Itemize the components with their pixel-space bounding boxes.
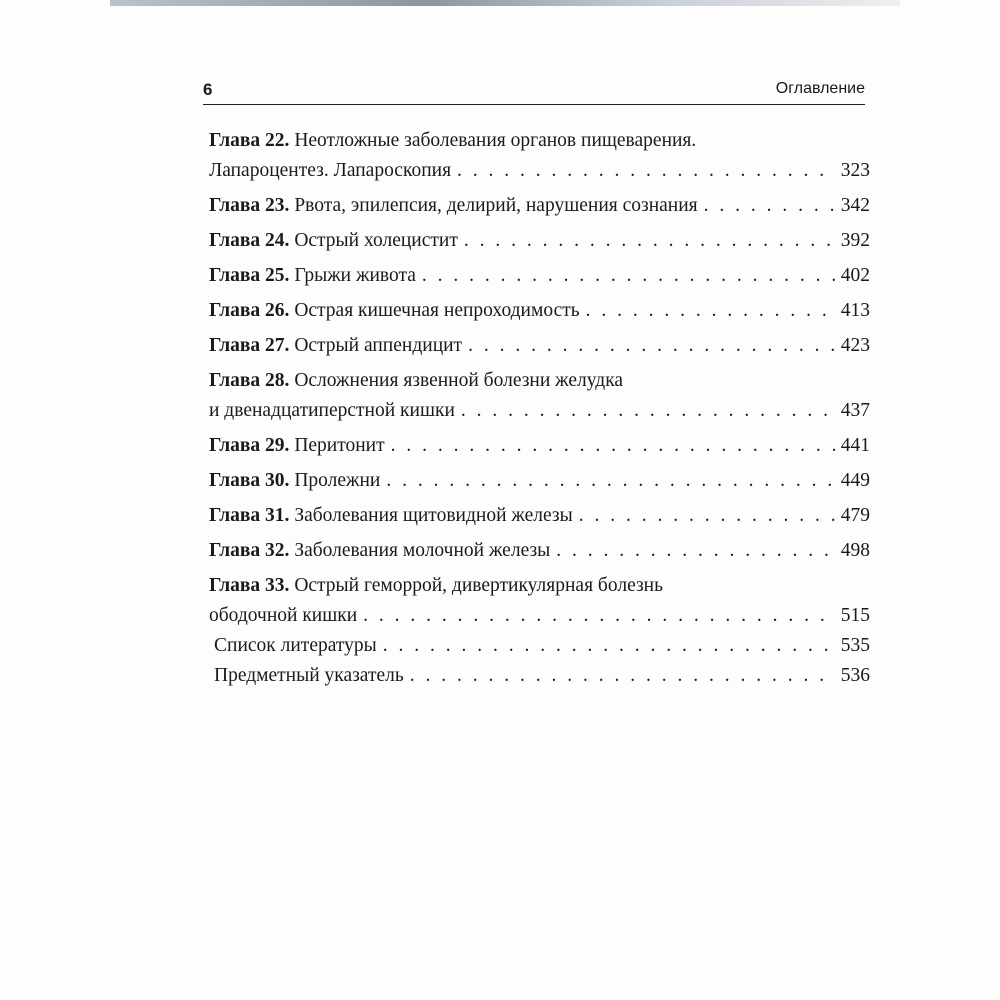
toc-entry-27: [209, 331, 870, 361]
leader-dots: [704, 191, 835, 221]
toc-title: Неотложные заболевания органов пищеварения.: [294, 130, 697, 151]
leader-dots: [457, 156, 835, 186]
toc-page-number: 441: [840, 435, 870, 456]
toc-title: Предметный указатель: [214, 665, 404, 686]
toc-page-number: 536: [840, 665, 870, 686]
leader-dots: [461, 396, 835, 426]
toc-title: Перитонит: [294, 435, 385, 456]
leader-dots: [422, 261, 835, 291]
toc-chapter-label: Глава 32.: [209, 540, 290, 561]
leader-dots: [410, 661, 835, 691]
toc-entry-33: [209, 571, 870, 631]
toc-entry-30: [209, 466, 870, 496]
toc-title: Пролежни: [294, 470, 381, 491]
toc-entry-26: [209, 296, 870, 326]
toc-entry-25: [209, 261, 870, 291]
toc-page-number: 535: [840, 635, 870, 656]
toc-chapter-label: Глава 33.: [209, 575, 290, 596]
toc-entry-23: [209, 191, 870, 221]
toc-chapter-label: Глава 25.: [209, 265, 290, 286]
leader-dots: [391, 431, 835, 461]
toc-title: Осложнения язвенной болезни желудка: [294, 370, 624, 391]
toc-chapter-label: Глава 29.: [209, 435, 290, 456]
toc-chapter-label: Глава 24.: [209, 230, 290, 251]
toc-chapter-label: Глава 23.: [209, 195, 290, 216]
toc-chapter-label: Глава 22.: [209, 130, 290, 151]
header-rule: [203, 104, 865, 105]
toc-title: Острый аппендицит: [294, 335, 463, 356]
page-number: 6: [203, 80, 213, 99]
leader-dots: [586, 296, 835, 326]
toc-page-number: 402: [840, 265, 870, 286]
toc-entry-29: [209, 431, 870, 461]
toc-chapter-label: Глава 27.: [209, 335, 290, 356]
toc-title: Грыжи живота: [294, 265, 416, 286]
toc-title-continued: и двенадцатиперстной кишки: [209, 400, 455, 421]
toc-entry-28: [209, 366, 870, 426]
toc-page-number: 449: [840, 470, 870, 491]
leader-dots: [468, 331, 835, 361]
leader-dots: [386, 466, 834, 496]
toc-page-number: 479: [840, 505, 870, 526]
toc-title: Острый холецистит: [294, 230, 458, 251]
toc-title: Заболевания щитовидной железы: [294, 505, 573, 526]
toc-chapter-label: Глава 30.: [209, 470, 290, 491]
table-of-contents: [209, 126, 870, 691]
toc-title: Рвота, эпилепсия, делирий, нарушения сознания: [294, 195, 698, 216]
toc-entry-32: [209, 536, 870, 566]
toc-entry-bibliography: [209, 631, 870, 661]
leader-dots: [363, 601, 835, 631]
toc-title-continued: Лапароцентез. Лапароскопия: [209, 160, 452, 181]
toc-page-number: 498: [840, 540, 870, 561]
toc-title: Острый геморрой, дивертикулярная болезнь: [294, 575, 663, 596]
toc-page-number: 423: [840, 335, 870, 356]
toc-title: Список литературы: [214, 635, 377, 656]
toc-page-number: 437: [840, 400, 870, 421]
toc-chapter-label: Глава 31.: [209, 505, 290, 526]
toc-page-number: 392: [840, 230, 870, 251]
toc-entry-24: [209, 226, 870, 256]
leader-dots: [383, 631, 835, 661]
leader-dots: [464, 226, 835, 256]
leader-dots: [556, 536, 834, 566]
toc-title: Заболевания молочной железы: [294, 540, 551, 561]
toc-title-continued: ободочной кишки: [209, 605, 358, 626]
toc-page-number: 515: [840, 605, 870, 626]
leader-dots: [579, 501, 835, 531]
toc-entry-31: [209, 501, 870, 531]
toc-entry-index: [209, 661, 870, 691]
running-head: Оглавление: [775, 80, 865, 97]
page-header: [203, 78, 865, 104]
toc-page-number: 413: [840, 300, 870, 321]
toc-title: Острая кишечная непроходимость: [294, 300, 580, 321]
cover-edge-strip: [110, 0, 900, 6]
toc-page-number: 342: [840, 195, 870, 216]
toc-entry-22: [209, 126, 870, 186]
toc-chapter-label: Глава 28.: [209, 370, 290, 391]
toc-chapter-label: Глава 26.: [209, 300, 290, 321]
toc-page-number: 323: [840, 160, 870, 181]
